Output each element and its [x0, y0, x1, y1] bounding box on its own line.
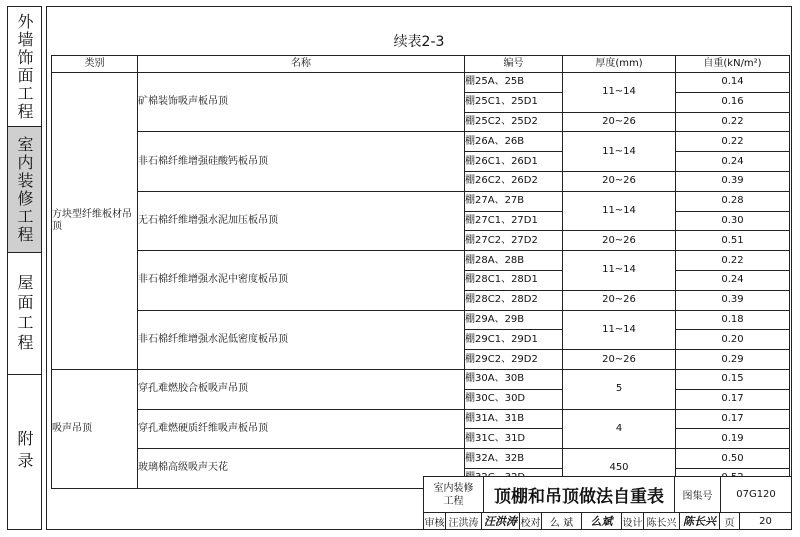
code-cell: 棚31C、31D: [465, 429, 563, 449]
code-cell: 棚26C2、26D2: [465, 171, 563, 191]
sidebar-section-appendix[interactable]: [8, 375, 41, 528]
table-title: 续表2-3: [393, 34, 445, 50]
weight-cell: 0.18: [676, 310, 790, 330]
thickness-cell: 5: [563, 369, 676, 409]
weight-cell: 0.24: [676, 152, 790, 172]
table-row: [52, 132, 790, 152]
weight-cell: 0.20: [676, 330, 790, 350]
code-cell: 棚29A、29B: [465, 310, 563, 330]
thickness-cell: 4: [563, 409, 676, 449]
code-cell: 棚26A、26B: [465, 132, 563, 152]
category-cell: 吸声吊顶: [52, 369, 138, 488]
table-row: [52, 191, 790, 211]
thickness-cell: 20~26: [563, 290, 676, 310]
thickness-cell: 20~26: [563, 350, 676, 370]
drawing-title: 顶棚和吊顶做法自重表: [484, 477, 675, 512]
code-cell: 棚31A、31B: [465, 409, 563, 429]
name-cell: 无石棉纤维增强水泥加压板吊顶: [138, 191, 465, 250]
checker-name: 么 斌: [542, 513, 582, 529]
drawing-frame: [46, 6, 792, 530]
weight-cell: 0.50: [676, 449, 790, 469]
code-cell: 棚28C1、28D1: [465, 270, 563, 290]
code-cell: 棚25C1、25D1: [465, 92, 563, 112]
header-thickness: 厚度(mm): [563, 56, 676, 73]
atlas-label: 图集号: [675, 477, 721, 512]
title-block: [423, 476, 792, 530]
code-cell: 棚27C1、27D1: [465, 211, 563, 231]
thickness-cell: 11~14: [563, 251, 676, 291]
header-weight: 自重(kN/m²): [676, 56, 790, 73]
reviewer-name: 汪洪涛: [446, 513, 482, 529]
thickness-cell: 11~14: [563, 191, 676, 231]
thickness-cell: 11~14: [563, 73, 676, 113]
name-cell: 非石棉纤维增强硅酸钙板吊顶: [138, 132, 465, 191]
category-cell: 方块型纤维板材吊顶: [52, 73, 138, 370]
header-name: 名称: [138, 56, 465, 73]
code-cell: 棚32A、32B: [465, 449, 563, 469]
sidebar-section-interior[interactable]: [8, 127, 41, 253]
sidebar-label: 外墙饰面工程: [15, 12, 34, 121]
weight-cell: 0.22: [676, 251, 790, 271]
code-cell: 棚29C1、29D1: [465, 330, 563, 350]
thickness-cell: 20~26: [563, 112, 676, 132]
weight-cell: 0.30: [676, 211, 790, 231]
code-cell: 棚30C、30D: [465, 389, 563, 409]
atlas-number: 07G120: [736, 489, 776, 500]
sidebar-label: 附录: [15, 429, 34, 474]
thickness-cell: 11~14: [563, 132, 676, 172]
name-cell: 矿棉装饰吸声板吊顶: [138, 73, 465, 132]
thickness-cell: 450: [563, 449, 676, 489]
weight-cell: 0.22: [676, 132, 790, 152]
reviewer-signature: 汪洪涛: [482, 513, 520, 529]
weight-cell: 0.51: [676, 231, 790, 251]
design-label: 设计: [622, 513, 644, 529]
weight-cell: 0.17: [676, 409, 790, 429]
table-row: [52, 73, 790, 93]
weight-cell: 0.28: [676, 191, 790, 211]
weight-cell: 0.19: [676, 429, 790, 449]
name-cell: 非石棉纤维增强水泥低密度板吊顶: [138, 310, 465, 369]
weight-cell: 0.39: [676, 171, 790, 191]
sidebar-label: 屋面工程: [15, 273, 34, 354]
table-row: [52, 409, 790, 429]
sidebar-section-exterior[interactable]: [8, 7, 41, 127]
title-block-section: 室内装修工程: [424, 477, 484, 512]
code-cell: 棚25A、25B: [465, 73, 563, 93]
check-label: 校对: [520, 513, 542, 529]
weight-cell: 0.15: [676, 369, 790, 389]
thickness-cell: 20~26: [563, 171, 676, 191]
table-row: [52, 369, 790, 389]
weight-cell: 0.29: [676, 350, 790, 370]
name-cell: 非石棉纤维增强水泥中密度板吊顶: [138, 251, 465, 310]
code-cell: 棚28A、28B: [465, 251, 563, 271]
code-cell: 棚27A、27B: [465, 191, 563, 211]
sidebar-section-roof[interactable]: [8, 253, 41, 375]
sidebar-label: 室内装修工程: [15, 135, 34, 244]
thickness-cell: 20~26: [563, 231, 676, 251]
table-row: [52, 251, 790, 271]
weight-cell: 0.14: [676, 73, 790, 93]
thickness-cell: 11~14: [563, 310, 676, 350]
designer-name: 陈长兴: [644, 513, 680, 529]
checker-signature: 么斌: [582, 513, 622, 529]
code-cell: 棚30A、30B: [465, 369, 563, 389]
table-row: [52, 449, 790, 469]
code-cell: 棚29C2、29D2: [465, 350, 563, 370]
name-cell: 穿孔难燃胶合板吸声吊顶: [138, 369, 465, 409]
weight-cell: 0.39: [676, 290, 790, 310]
weight-cell: 0.16: [676, 92, 790, 112]
code-cell: 棚27C2、27D2: [465, 231, 563, 251]
header-category: 类别: [52, 56, 138, 73]
page-label: 页: [720, 513, 740, 529]
weight-cell: 0.22: [676, 112, 790, 132]
table-header-row: [52, 56, 790, 73]
code-cell: 棚28C2、28D2: [465, 290, 563, 310]
table-row: [52, 310, 790, 330]
name-cell: 玻璃棉高级吸声天花: [138, 449, 465, 489]
page-number: 20: [759, 515, 772, 527]
review-label: 审核: [424, 513, 446, 529]
code-cell: 棚26C1、26D1: [465, 152, 563, 172]
weight-cell: 0.24: [676, 270, 790, 290]
code-cell: 棚25C2、25D2: [465, 112, 563, 132]
weight-cell: 0.17: [676, 389, 790, 409]
weight-table: [51, 55, 790, 489]
name-cell: 穿孔难燃硬质纤维吸声板吊顶: [138, 409, 465, 449]
chapter-sidebar: [7, 6, 42, 530]
designer-signature: 陈长兴: [680, 513, 720, 529]
header-code: 编号: [465, 56, 563, 73]
